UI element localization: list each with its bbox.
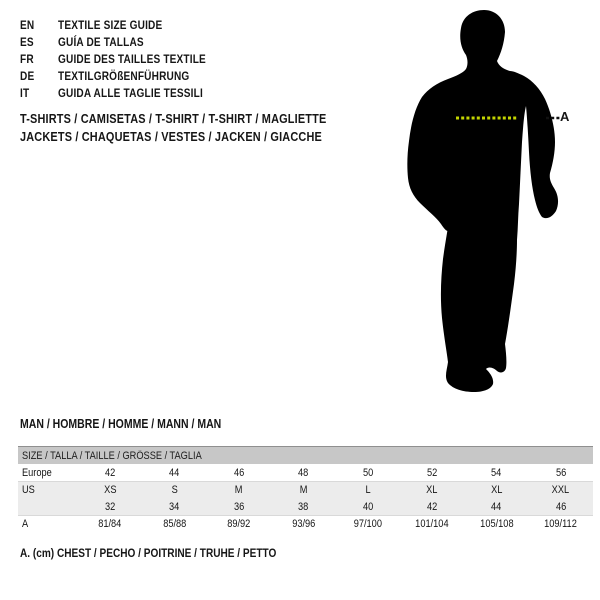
size-cell: 50	[362, 466, 373, 479]
table-row-chest-cm	[18, 515, 593, 532]
size-cell: M	[235, 484, 243, 496]
language-row	[20, 50, 234, 67]
language-row	[20, 67, 234, 84]
size-cell: XL	[426, 484, 438, 496]
size-cell: 34	[169, 500, 180, 513]
size-cell: 109/112	[544, 518, 578, 530]
language-code: DE	[20, 68, 35, 83]
size-cell: 46	[233, 466, 245, 479]
size-cell: 46	[555, 500, 566, 513]
size-cell: 93/96	[291, 518, 315, 530]
row-label: US	[22, 484, 35, 496]
size-cell: XXL	[552, 484, 570, 496]
category-list	[20, 110, 385, 146]
measurement-footnote: A. (cm) CHEST / PECHO / POITRINE / TRUHE / PETTO	[20, 546, 277, 560]
language-row	[20, 84, 234, 101]
size-cell: M	[299, 484, 308, 496]
size-cell: L	[365, 484, 371, 496]
size-cell: 44	[491, 500, 502, 513]
language-title: GUÍA DE TALLAS	[58, 34, 144, 49]
language-list	[20, 16, 234, 101]
table-row-alt-size	[18, 498, 593, 515]
size-cell: 36	[233, 500, 245, 513]
language-code: IT	[20, 85, 30, 100]
language-code: ES	[20, 34, 34, 49]
row-label: A	[22, 518, 29, 530]
size-cell: 44	[169, 466, 180, 479]
table-header-row	[18, 447, 593, 464]
language-title: GUIDE DES TAILLES TEXTILE	[58, 51, 206, 66]
size-cell: 81/84	[98, 518, 122, 530]
size-cell: 52	[426, 466, 438, 479]
size-cell: 56	[555, 466, 566, 479]
size-cell: 89/92	[227, 518, 251, 530]
language-code: EN	[20, 17, 35, 32]
size-cell: 48	[298, 466, 309, 479]
man-silhouette	[400, 0, 600, 410]
man-silhouette-shape	[407, 10, 558, 392]
table-row-europe	[18, 464, 593, 481]
language-title: TEXTILE SIZE GUIDE	[58, 17, 163, 32]
size-cell: 85/88	[162, 518, 187, 530]
size-cell: 42	[426, 500, 438, 513]
size-cell: 105/108	[479, 518, 514, 530]
size-cell: 97/100	[353, 518, 382, 530]
size-table	[18, 446, 593, 532]
table-header-label: SIZE / TALLA / TAILLE / GRÖSSE / TAGLIA	[22, 449, 202, 462]
table-row-us	[18, 481, 593, 498]
category-line-jackets: JACKETS / CHAQUETAS / VESTES / JACKEN / GIACCHE	[20, 129, 322, 144]
size-cell: XS	[104, 484, 117, 496]
category-line-tshirts: T-SHIRTS / CAMISETAS / T-SHIRT / T-SHIRT / MAGLIETTE	[20, 111, 327, 126]
size-cell: 54	[491, 466, 502, 479]
size-cell: 40	[362, 500, 373, 513]
language-code: FR	[20, 51, 34, 66]
section-title: MAN / HOMBRE / HOMME / MANN / MAN	[20, 417, 222, 431]
language-row	[20, 33, 234, 50]
size-cell: 38	[298, 500, 309, 513]
size-cell: 32	[105, 500, 116, 513]
size-cell: XL	[490, 484, 503, 496]
measure-label-a: A	[560, 109, 570, 124]
size-cell: S	[171, 484, 178, 496]
size-cell: 42	[105, 466, 116, 479]
language-title: TEXTILGRÖßENFÜHRUNG	[58, 68, 190, 83]
size-cell: 101/104	[415, 518, 449, 530]
language-row	[20, 16, 234, 33]
language-title: GUIDA ALLE TAGLIE TESSILI	[58, 85, 203, 100]
row-label: Europe	[22, 466, 52, 479]
